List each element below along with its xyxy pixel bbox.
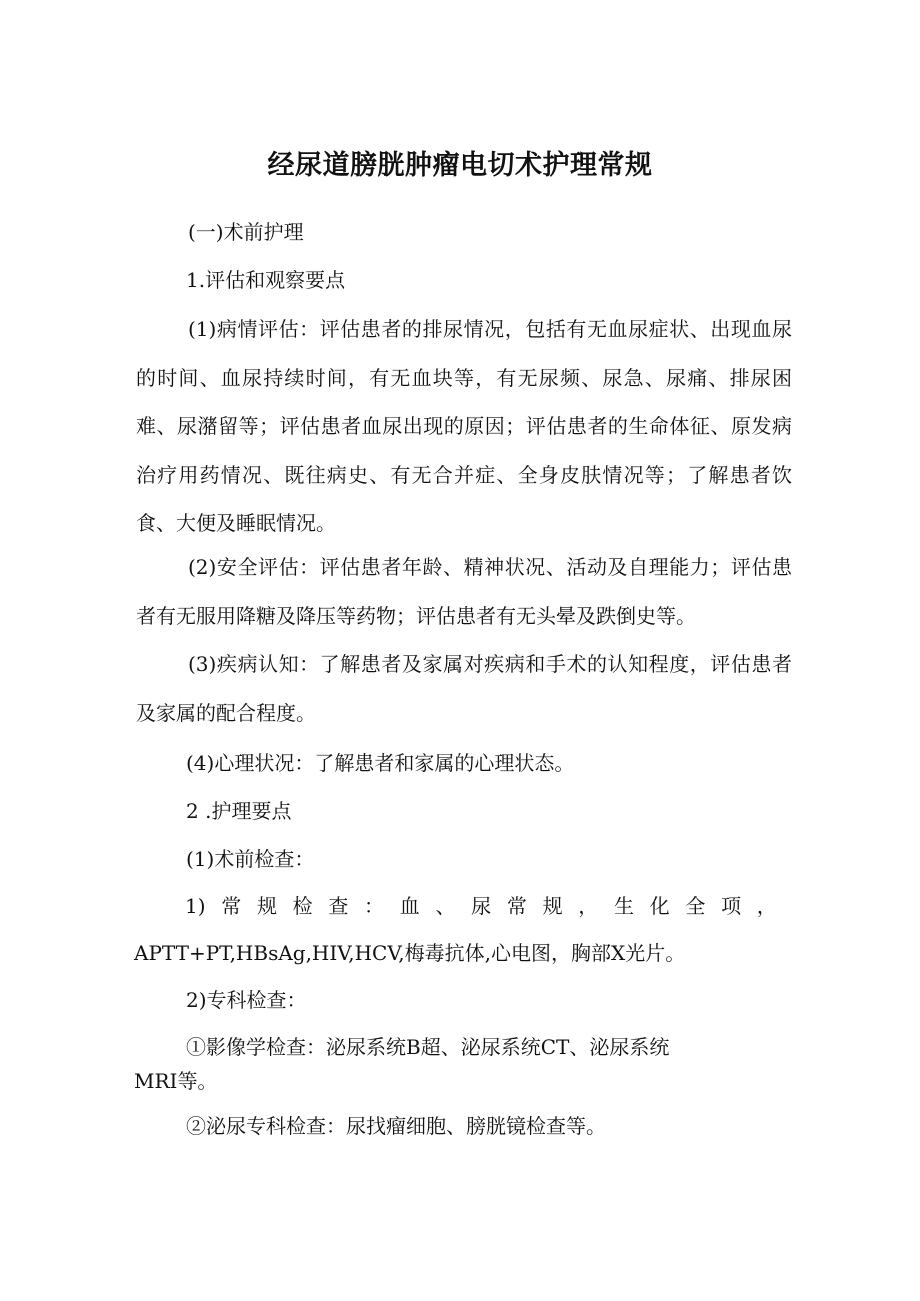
routine-token: 1) xyxy=(185,894,206,918)
paragraph-condition-assessment: (1)病情评估：评估患者的排尿情况，包括有无血尿症状、出现血尿的时间、血尿持续时间，有无血块等，有无尿频、尿急、尿痛、排尿困难、尿潴留等；评估患者血尿出现的原因；评估患者的生命体征、原发病治疗用药情况、既往病史、有无合并症、全身皮肤情况等；了解患者饮食、大便及睡眠情况。 xyxy=(136,317,792,536)
line-special-exam: 2)专科检查： xyxy=(186,988,307,1012)
paragraph-safety-assessment: (2)安全评估：评估患者年龄、精神状况、活动及自理能力；评估患者有无服用降糖及降压等药物；评估患者有无头晕及跌倒史等。 xyxy=(136,555,792,628)
routine-token: ， xyxy=(756,894,777,918)
routine-token: 查 xyxy=(328,894,349,918)
routine-token: 项 xyxy=(721,894,742,918)
routine-token: 常 xyxy=(221,894,242,918)
line-psychological-status: (4)心理状况：了解患者和家属的心理状态。 xyxy=(186,751,575,775)
routine-token: 规 xyxy=(256,894,277,918)
line-urology-exam: ②泌尿专科检查：尿找瘤细胞、膀胱镜检查等。 xyxy=(186,1114,606,1138)
routine-token: 常 xyxy=(506,894,527,918)
line-imaging-exam-continued: MRI等。 xyxy=(134,1069,218,1093)
routine-token: 化 xyxy=(649,894,670,918)
subheading-assessment: 1.评估和观察要点 xyxy=(186,268,346,292)
routine-token: 规 xyxy=(542,894,563,918)
routine-token: 生 xyxy=(613,894,634,918)
routine-token: 、 xyxy=(435,894,456,918)
document-title: 经尿道膀胱肿瘤电切术护理常规 xyxy=(267,150,653,181)
routine-token: ： xyxy=(364,894,385,918)
routine-token: 尿 xyxy=(471,894,492,918)
routine-token: 全 xyxy=(685,894,706,918)
routine-token: ， xyxy=(578,894,599,918)
section-heading-preop: (一)术前护理 xyxy=(188,220,304,244)
routine-token: 检 xyxy=(292,894,313,918)
line-routine-exam-continued: APTT+PT,HBsAg,HIV,HCV,梅毒抗体,心电图，胸部X光片。 xyxy=(134,941,686,965)
paragraph-disease-cognition: (3)疾病认知：了解患者及家属对疾病和手术的认知程度，评估患者及家属的配合程度。 xyxy=(136,652,792,725)
line-routine-exam xyxy=(185,891,777,921)
routine-token: 血 xyxy=(399,894,420,918)
line-preop-exam: (1)术前检查： xyxy=(186,847,315,871)
subheading-nursing-points: 2 .护理要点 xyxy=(186,799,292,823)
line-imaging-exam: ①影像学检查：泌尿系统B超、泌尿系统CT、泌尿系统 xyxy=(186,1035,670,1059)
